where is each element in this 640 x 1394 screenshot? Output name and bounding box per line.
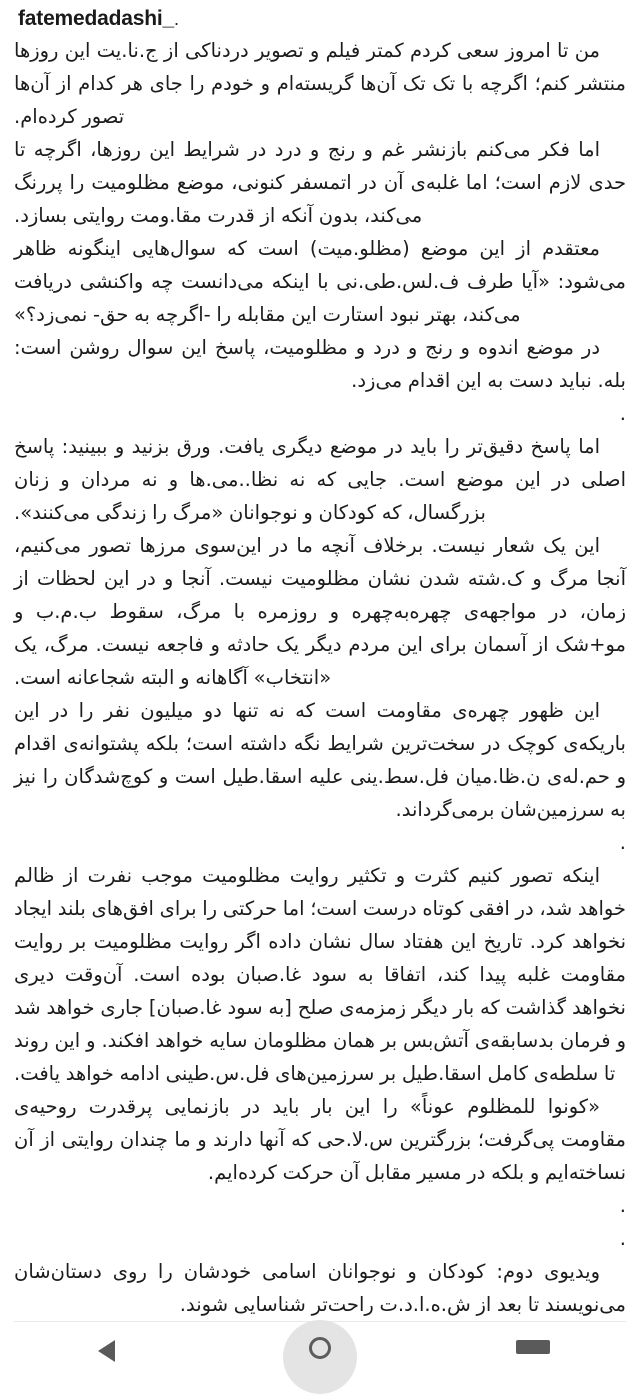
recents-square-icon — [516, 1340, 550, 1354]
back-triangle-icon — [98, 1340, 115, 1362]
post-username-row[interactable] — [18, 6, 626, 32]
caption-paragraph: اما پاسخ دقیق‌تر را باید در موضع دیگری یافت. ورق بزنید و ببینید: پاسخ اصلی در این موضع است. جایی که نه نظا..می.ها و نه مردان و زنان بزرگسال، که کودکان و نوجوانان «مرگ را زندگی می‌کنند». — [14, 435, 626, 525]
caption-paragraph: این یک شعار نیست. برخلاف آنچه ما در این‌سوی مرزها تصور می‌کنیم، آنجا مرگ و ک.شته شدن نشان مظلومیت نیست. آنجا و در این لحظات از زمان، در مواجهه‌ی چهره‌به‌چهره و روزمره با مرگ، سقوط ب.م.ب و مو+شک از آسمان برای این مردم دیگر یک حادثه و فاجعه نیست. مرگ، یک «انتخاب» آگاهانه و البته شجاعانه است. — [14, 534, 626, 690]
caption-dot-separator: . — [619, 1227, 626, 1251]
caption-paragraph: این ظهور چهره‌ی مقاومت است که نه تنها دو میلیون نفر را در این باریکه‌ی کوچک در سخت‌ترین شرایط نگه داشته است؛ بلکه پشتوانه‌ی اقدام و حم.له‌ی ن.ظا.میان فل.سط.ینی علیه اسقا.طیل است و کوچ‌شدگان را نیز به سرزمین‌شان برمی‌گرداند. — [14, 699, 626, 822]
caption-paragraph: معتقدم از این موضع (مظلو.میت) است که سوال‌هایی اینگونه ظاهر می‌شود: «آیا طرف ف.لس.طی.نی با اینکه می‌دانست چه واکنشی دریافت می‌کند، بهتر نبود استارت این مقابله را -اگرچه به حق- نمی‌زد؟» — [14, 237, 626, 327]
caption-dot-separator: . — [619, 402, 626, 426]
caption-paragraph: ویدیوی دوم: کودکان و نوجوانان اسامی خودشان را روی دستان‌شان می‌نویسند تا بعد از ش.ه.ا.د.ت راحت‌تر شناسایی شوند. — [14, 1260, 626, 1317]
caption-paragraph: «کونوا للمظلوم عوناً» را این بار باید در بازنمایی پرقدرت روحیه‌ی مقاومت پی‌گرفت؛ بزرگترین س.لا.حی که آنها دارند و ما چندان روایتی از آن نساخته‌ایم و بلکه در مسیر مقابل آن حرکت کرده‌ایم. — [14, 1095, 626, 1185]
caption-paragraph: اینکه تصور کنیم کثرت و تکثیر روایت مظلومیت موجب نفرت از ظالم خواهد شد، در افقی کوتاه درست است؛ اما حرکتی را برای افق‌های بلند ایجاد نخواهد کرد. تاریخ این هفتاد سال نشان داده اگر روایت مظلومیت بر روایت مقاومت غلبه پیدا کند، اتفاقا به سود غا.صبان بوده است. آن‌وقت دیری نخواهد گذاشت که بار دیگر زمزمه‌ی صلح [به سود غا.صبان] جاری خواهد شد و فرمان بدسابقه‌ی آتش‌بس بر همان مظلومان سایه خواهد افکند. و این روند تا سلطه‌ی کامل اسقا.طیل بر سرزمین‌های فل.س.طینی ادامه خواهد یافت. — [14, 864, 626, 1086]
caption-paragraph: در موضع اندوه و رنج و درد و مظلومیت، پاسخ این سوال روشن است: بله. نباید دست به این اقدام می‌زد. — [14, 336, 626, 393]
username-link[interactable]: fatemedadashi_ — [18, 7, 174, 30]
back-button[interactable] — [62, 1334, 152, 1378]
caption-paragraph: من تا امروز سعی کردم کمتر فیلم و تصویر دردناکی از ج.نا.یت این روزها منتشر کنم؛ اگرچه با تک تک آن‌ها گریسته‌ام و خودم را جای هر کدام از آن‌ها تصور کرده‌ام. — [14, 39, 626, 129]
caption-paragraph: اما فکر می‌کنم بازنشر غم و رنج و درد در شرایط این روزها، اگرچه تا حدی لازم است؛ اما غلبه‌ی آن در اتمسفر کنونی، موضع مظلومیت را پررنگ می‌کند، بدون آنکه از قدرت مقا.ومت روایتی بسازد. — [14, 138, 626, 228]
caption-dot-separator: . — [619, 831, 626, 855]
caption-dot-separator: . — [619, 1194, 626, 1218]
recents-button[interactable] — [488, 1334, 578, 1378]
android-navigation-bar — [0, 1322, 640, 1354]
caption-text-body — [14, 34, 626, 1321]
username-trailing-dot: . — [173, 9, 179, 29]
home-button[interactable] — [275, 1334, 365, 1378]
